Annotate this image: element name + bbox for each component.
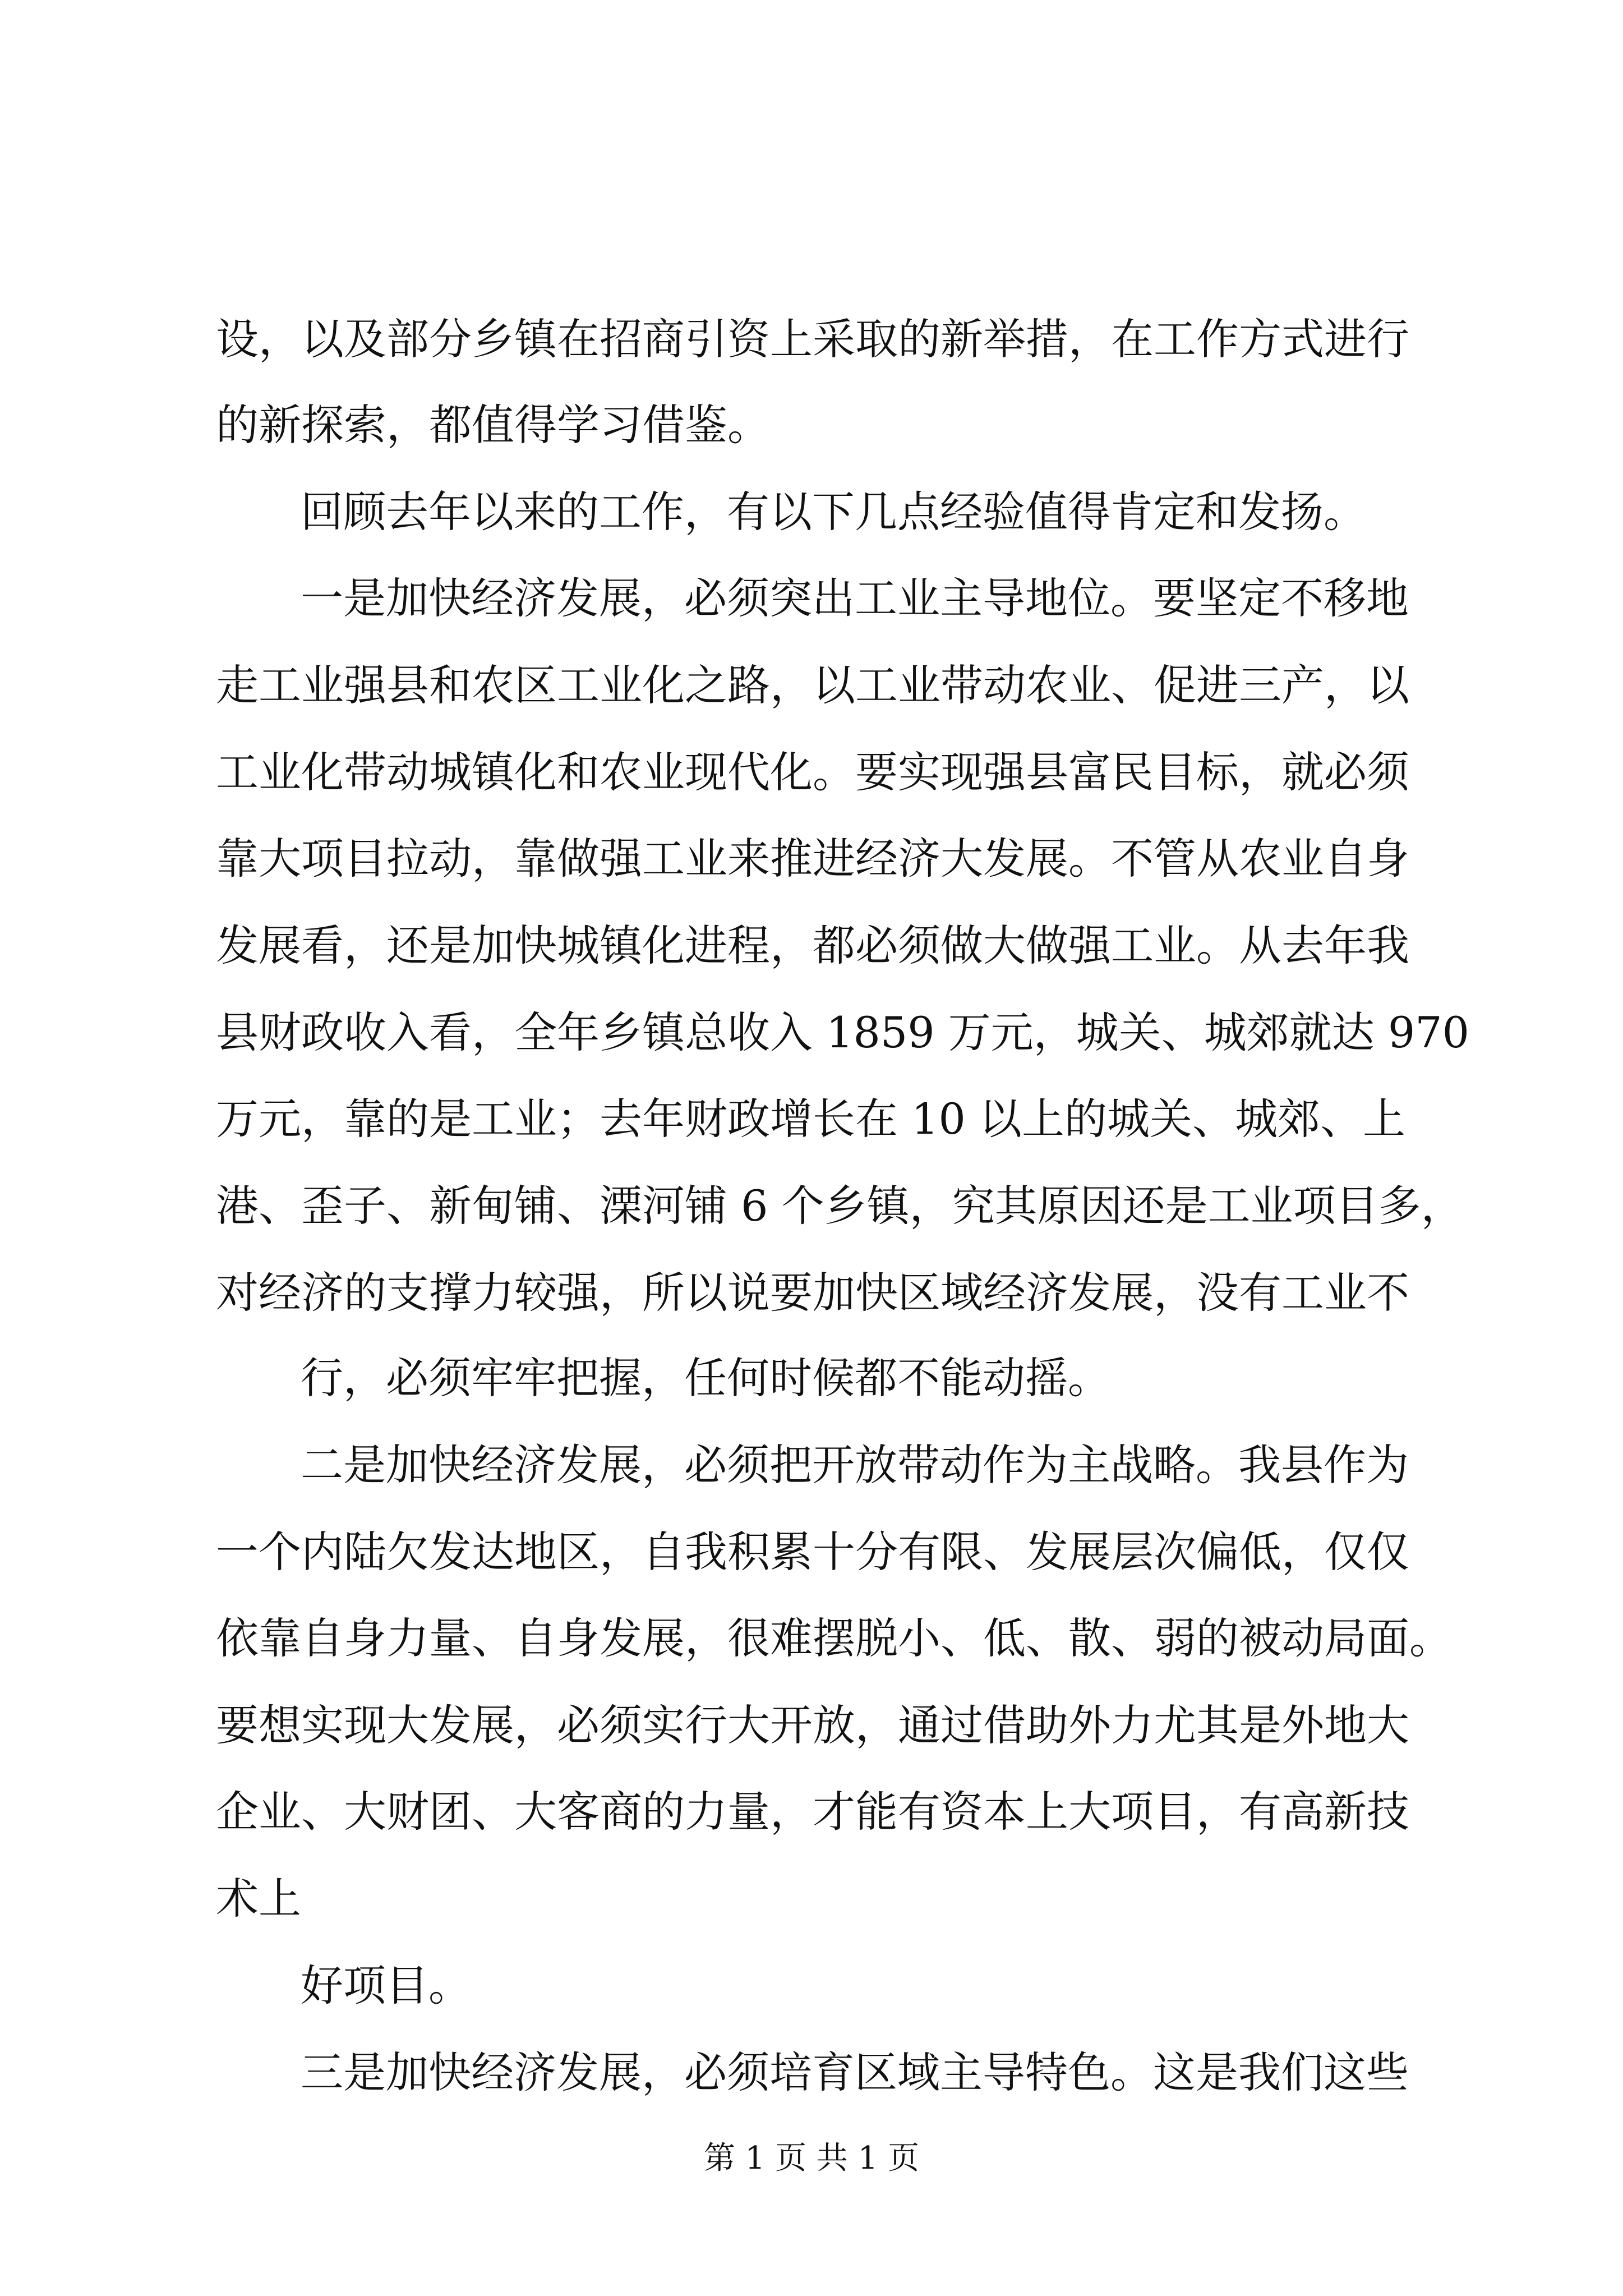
text-line: 依靠自身力量、自身发展，很难摆脱小、低、散、弱的被动局面。	[216, 1613, 1452, 1663]
text-line: 要想实现大发展，必须实行大开放，通过借助外力尤其是外地大	[216, 1700, 1409, 1750]
text-line: 的新探索，都值得学习借鉴。	[216, 400, 770, 450]
text-line: 二是加快经济发展，必须把开放带动作为主战略。我县作为	[301, 1440, 1409, 1490]
text-line: 设，以及部分乡镇在招商引资上采取的新举措，在工作方式进行	[216, 314, 1409, 364]
text-line: 回顾去年以来的工作，有以下几点经验值得肯定和发扬。	[301, 487, 1366, 537]
text-line: 一个内陆欠发达地区，自我积累十分有限、发展层次偏低，仅仅	[216, 1527, 1409, 1577]
text-line: 三是加快经济发展，必须培育区域主导特色。这是我们这些	[301, 2047, 1409, 2097]
text-line: 一是加快经济发展，必须突出工业主导地位。要坚定不移地	[301, 573, 1409, 623]
text-line: 县财政收入看，全年乡镇总收入 1859 万元，城关、城郊就达 970	[216, 1007, 1469, 1057]
page-footer: 第 1 页 共 1 页	[703, 2140, 920, 2177]
text-line: 发展看，还是加快城镇化进程，都必须做大做强工业。从去年我	[216, 921, 1409, 970]
text-line: 行，必须牢牢把握，任何时候都不能动摇。	[301, 1353, 1110, 1403]
text-line: 港、歪子、新甸铺、溧河铺 6 个乡镇，究其原因还是工业项目多，	[216, 1181, 1464, 1231]
text-line: 术上	[216, 1874, 301, 1924]
text-line: 对经济的支撑力较强，所以说要加快区域经济发展，没有工业不	[216, 1268, 1409, 1318]
text-line: 好项目。	[301, 1961, 471, 2010]
text-line: 工业化带动城镇化和农业现代化。要实现强县富民目标，就必须	[216, 747, 1409, 797]
text-line: 靠大项目拉动，靠做强工业来推进经济大发展。不管从农业自身	[216, 834, 1409, 884]
text-line: 企业、大财团、大客商的力量，才能有资本上大项目，有高新技	[216, 1787, 1409, 1837]
text-line: 万元，靠的是工业；去年财政增长在 10 以上的城关、城郊、上	[216, 1094, 1406, 1144]
text-line: 走工业强县和农区工业化之路，以工业带动农业、促进三产，以	[216, 660, 1409, 710]
